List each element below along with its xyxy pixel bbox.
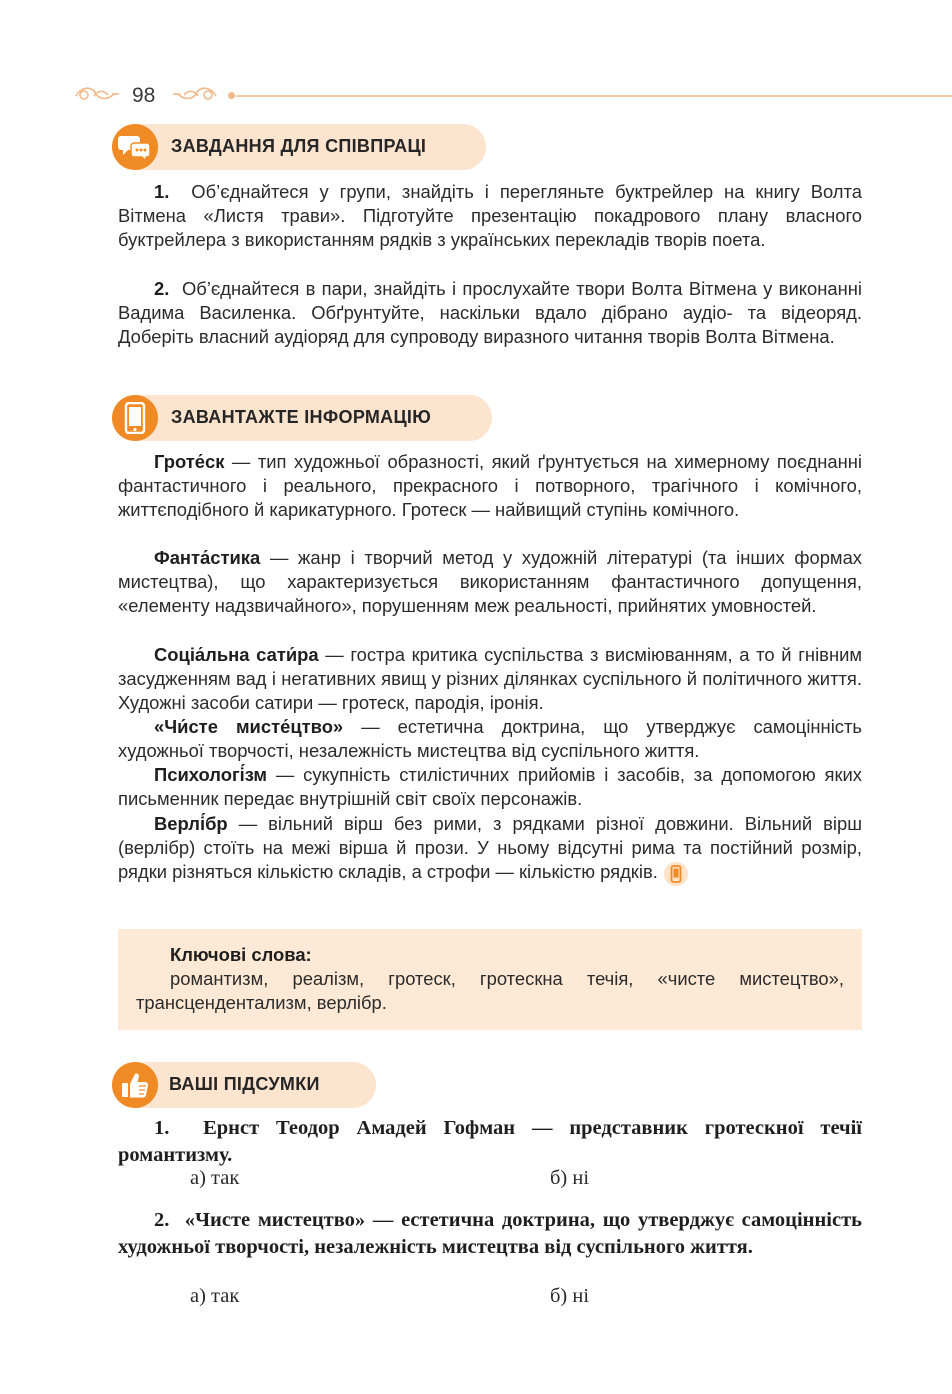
term-grotesque	[118, 450, 862, 523]
term-psychologism	[118, 763, 862, 811]
answer-option-a[interactable]: а) так	[190, 1167, 240, 1189]
term-pure-art	[118, 715, 862, 763]
question-text: Ернст Теодор Амадей Гофман — представник гротескної течії романтизму.	[118, 1117, 863, 1166]
term: Гроте́ск	[154, 451, 225, 472]
answer-option-b[interactable]: б) ні	[550, 1167, 590, 1189]
term-definition: — тип художньої образності, який ґрунтується на химерному поєднанні фантастичного і реального, прекрасного і потворного, трагічного і комічного, життєподібного й карикатурного. Гротеск — найвищий ступінь комічного.	[118, 451, 862, 521]
thumbs-up-icon	[112, 1062, 158, 1108]
term-definition: — вільний вірш без рими, з рядками різної довжини. Вільний вірш (верлібр) стоїть на межі вірша й прози. У ньому відсутні рима та постійний розмір, рядки різняться кількістю складів, а строфи — кількістю рядків.	[118, 813, 862, 883]
term: Фанта́стика	[154, 547, 261, 568]
section-title-cooperation: ЗАВДАННЯ ДЛЯ СПІВПРАЦІ	[171, 136, 427, 156]
keywords-list: романтизм, реалізм, гротеск, гротескна течія, «чисте мистецтво», трансцендентализм, верлібр.	[136, 968, 844, 1014]
term: Соціа́льна сати́ра	[154, 644, 319, 665]
task-number: 1.	[154, 181, 170, 202]
term-fantasy	[118, 546, 862, 619]
task-number: 2.	[154, 278, 170, 299]
term-definition: — сукупність стилістичних прийомів і засобів, за допомогою яких письменник передає внутрішній світ своїх персонажів.	[118, 764, 862, 810]
task-2	[118, 277, 862, 350]
smartphone-icon	[664, 862, 688, 886]
keywords-text	[136, 967, 844, 1015]
left-ornament-icon	[74, 84, 120, 104]
question-text: «Чисте мистецтво» — естетична доктрина, що утверджує самоцінність художньої творчості, незалежність мистецтва від суспільного життя.	[118, 1209, 863, 1258]
answer-option-a[interactable]: а) так	[190, 1285, 240, 1307]
section-title-results: ВАШІ ПІДСУМКИ	[169, 1074, 320, 1094]
question-2	[118, 1207, 862, 1260]
right-ornament-icon	[172, 84, 218, 104]
term: «Чи́сте мисте́цтво»	[154, 716, 344, 737]
question-1	[118, 1115, 862, 1168]
question-number: 2.	[154, 1209, 170, 1231]
smartphone-icon	[112, 395, 158, 441]
chat-bubbles-icon	[112, 124, 158, 170]
question-number: 1.	[154, 1117, 170, 1139]
term-social-satire	[118, 643, 862, 716]
keywords-title: Ключові слова:	[170, 944, 312, 965]
task-text: Об’єднайтеся в пари, знайдіть і прослухайте твори Волта Вітмена у виконанні Вадима Василенка. Обґрунтуйте, наскільки вдало дібрано аудіо- та відеоряд. Доберіть власний аудіоряд для супроводу виразного читання творів Волта Вітмена.	[118, 278, 862, 348]
term: Психологі́зм	[154, 764, 268, 785]
page-number: 98	[132, 84, 156, 107]
task-1	[118, 180, 862, 253]
term: Верлі́бр	[154, 813, 228, 834]
header-rule	[236, 95, 952, 97]
term-definition: — естетична доктрина, що утверджує самоцінність художньої творчості, незалежність мистецтва від суспільного життя.	[118, 716, 862, 762]
answer-option-b[interactable]: б) ні	[550, 1285, 590, 1307]
term-definition: — жанр і творчий метод у художній літературі (та інших формах мистецтва), що характеризується використанням фантастичного допущення, «елементу надзвичайного», порушенням меж реальності, прийнятих умовностей.	[118, 547, 862, 617]
term-vers-libre	[118, 812, 862, 886]
header-rule-dot	[228, 92, 235, 99]
term-definition: — гостра критика суспільства з висміюванням, а то й гнівним засудженням вад і негативних явищ у різних ділянках суспільного й політичного життя. Художні засоби сатири — гротеск, пародія, іронія.	[118, 644, 863, 714]
task-text: Об’єднайтеся у групи, знайдіть і перегляньте буктрейлер на книгу Волта Вітмена «Листя трави». Підготуйте презентацію покадрового плану власного буктрейлера з використанням рядків з українських перекладів творів поета.	[118, 181, 862, 251]
section-title-download: ЗАВАНТАЖТЕ ІНФОРМАЦІЮ	[171, 407, 432, 427]
